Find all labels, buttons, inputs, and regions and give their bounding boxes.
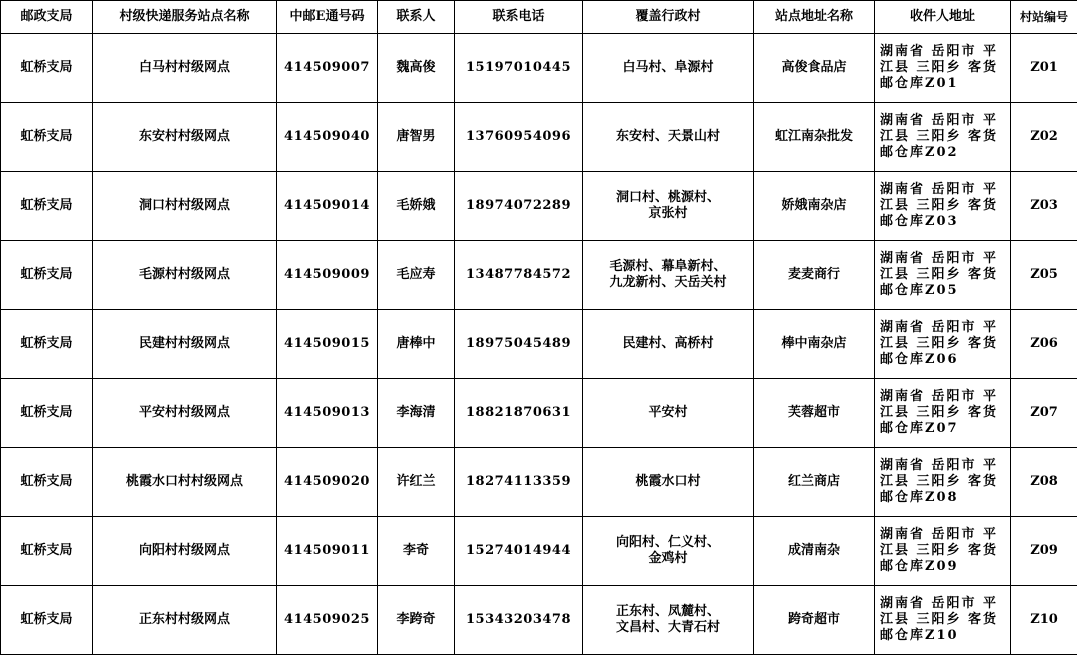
- villages-cell: 平安村: [583, 379, 754, 448]
- contact-cell: 李海清: [378, 379, 455, 448]
- code-cell: Z02: [1011, 103, 1077, 172]
- header-contact: 联系人: [378, 1, 455, 34]
- villages-cell: 毛源村、幕阜新村、 九龙新村、天岳关村: [583, 241, 754, 310]
- header-branch: 邮政支局: [1, 1, 93, 34]
- branch-cell: 虹桥支局: [1, 517, 93, 586]
- e-number-cell: 414509011: [277, 517, 378, 586]
- e-number-cell: 414509013: [277, 379, 378, 448]
- branch-cell: 虹桥支局: [1, 34, 93, 103]
- recipient-address-cell: 湖南省 岳阳市 平江县 三阳乡 客货邮仓库Z07: [875, 379, 1011, 448]
- branch-cell: 虹桥支局: [1, 379, 93, 448]
- contact-cell: 李奇: [378, 517, 455, 586]
- address-name-cell: 成清南杂: [754, 517, 875, 586]
- contact-cell: 魏高俊: [378, 34, 455, 103]
- recipient-address-cell: 湖南省 岳阳市 平江县 三阳乡 客货邮仓库Z03: [875, 172, 1011, 241]
- e-number-cell: 414509014: [277, 172, 378, 241]
- table-row: [1, 34, 1077, 103]
- table-row: [1, 172, 1077, 241]
- recipient-address-cell: 湖南省 岳阳市 平江县 三阳乡 客货邮仓库Z10: [875, 586, 1011, 655]
- recipient-address-cell: 湖南省 岳阳市 平江县 三阳乡 客货邮仓库Z05: [875, 241, 1011, 310]
- recipient-address-cell: 湖南省 岳阳市 平江县 三阳乡 客货邮仓库Z02: [875, 103, 1011, 172]
- header-code: 村站编号: [1011, 1, 1077, 34]
- code-cell: Z07: [1011, 379, 1077, 448]
- table-row: [1, 379, 1077, 448]
- recipient-address-cell: 湖南省 岳阳市 平江县 三阳乡 客货邮仓库Z01: [875, 34, 1011, 103]
- code-cell: Z09: [1011, 517, 1077, 586]
- branch-cell: 虹桥支局: [1, 310, 93, 379]
- address-name-cell: 高俊食品店: [754, 34, 875, 103]
- villages-cell: 向阳村、仁义村、 金鸡村: [583, 517, 754, 586]
- phone-cell: 15274014944: [455, 517, 583, 586]
- contact-cell: 李跨奇: [378, 586, 455, 655]
- villages-cell: 正东村、凤麓村、 文昌村、大青石村: [583, 586, 754, 655]
- code-cell: Z08: [1011, 448, 1077, 517]
- villages-cell: 东安村、天景山村: [583, 103, 754, 172]
- site-cell: 桃霞水口村村级网点: [93, 448, 277, 517]
- villages-cell: 白马村、阜源村: [583, 34, 754, 103]
- address-name-cell: 虹江南杂批发: [754, 103, 875, 172]
- site-cell: 民建村村级网点: [93, 310, 277, 379]
- e-number-cell: 414509007: [277, 34, 378, 103]
- phone-cell: 15197010445: [455, 34, 583, 103]
- table-row: [1, 586, 1077, 655]
- e-number-cell: 414509025: [277, 586, 378, 655]
- e-number-cell: 414509040: [277, 103, 378, 172]
- recipient-address-cell: 湖南省 岳阳市 平江县 三阳乡 客货邮仓库Z09: [875, 517, 1011, 586]
- branch-cell: 虹桥支局: [1, 172, 93, 241]
- code-cell: Z10: [1011, 586, 1077, 655]
- header-villages: 覆盖行政村: [583, 1, 754, 34]
- table-body: [1, 34, 1077, 655]
- address-name-cell: 芙蓉超市: [754, 379, 875, 448]
- address-name-cell: 棒中南杂店: [754, 310, 875, 379]
- code-cell: Z05: [1011, 241, 1077, 310]
- contact-cell: 许红兰: [378, 448, 455, 517]
- site-cell: 白马村村级网点: [93, 34, 277, 103]
- branch-cell: 虹桥支局: [1, 586, 93, 655]
- code-cell: Z03: [1011, 172, 1077, 241]
- phone-cell: 18821870631: [455, 379, 583, 448]
- address-name-cell: 跨奇超市: [754, 586, 875, 655]
- table-row: [1, 103, 1077, 172]
- phone-cell: 18274113359: [455, 448, 583, 517]
- site-cell: 洞口村村级网点: [93, 172, 277, 241]
- recipient-address-cell: 湖南省 岳阳市 平江县 三阳乡 客货邮仓库Z06: [875, 310, 1011, 379]
- villages-cell: 民建村、高桥村: [583, 310, 754, 379]
- villages-cell: 桃霞水口村: [583, 448, 754, 517]
- address-name-cell: 麦麦商行: [754, 241, 875, 310]
- phone-cell: 18974072289: [455, 172, 583, 241]
- site-cell: 向阳村村级网点: [93, 517, 277, 586]
- branch-cell: 虹桥支局: [1, 103, 93, 172]
- branch-cell: 虹桥支局: [1, 448, 93, 517]
- site-cell: 毛源村村级网点: [93, 241, 277, 310]
- contact-cell: 毛应寿: [378, 241, 455, 310]
- header-phone: 联系电话: [455, 1, 583, 34]
- phone-cell: 15343203478: [455, 586, 583, 655]
- phone-cell: 13487784572: [455, 241, 583, 310]
- table-row: [1, 517, 1077, 586]
- e-number-cell: 414509015: [277, 310, 378, 379]
- e-number-cell: 414509009: [277, 241, 378, 310]
- site-cell: 平安村村级网点: [93, 379, 277, 448]
- contact-cell: 唐智男: [378, 103, 455, 172]
- contact-cell: 毛娇娥: [378, 172, 455, 241]
- address-name-cell: 娇娥南杂店: [754, 172, 875, 241]
- header-e-number: 中邮E通号码: [277, 1, 378, 34]
- header-address-name: 站点地址名称: [754, 1, 875, 34]
- site-cell: 正东村村级网点: [93, 586, 277, 655]
- site-cell: 东安村村级网点: [93, 103, 277, 172]
- table-row: [1, 448, 1077, 517]
- villages-cell: 洞口村、桃源村、 京张村: [583, 172, 754, 241]
- e-number-cell: 414509020: [277, 448, 378, 517]
- recipient-address-cell: 湖南省 岳阳市 平江县 三阳乡 客货邮仓库Z08: [875, 448, 1011, 517]
- code-cell: Z01: [1011, 34, 1077, 103]
- header-row: [1, 1, 1077, 34]
- branch-cell: 虹桥支局: [1, 241, 93, 310]
- code-cell: Z06: [1011, 310, 1077, 379]
- table-row: [1, 241, 1077, 310]
- address-name-cell: 红兰商店: [754, 448, 875, 517]
- phone-cell: 18975045489: [455, 310, 583, 379]
- phone-cell: 13760954096: [455, 103, 583, 172]
- header-recipient-address: 收件人地址: [875, 1, 1011, 34]
- header-site: 村级快递服务站点名称: [93, 1, 277, 34]
- table-row: [1, 310, 1077, 379]
- contact-cell: 唐棒中: [378, 310, 455, 379]
